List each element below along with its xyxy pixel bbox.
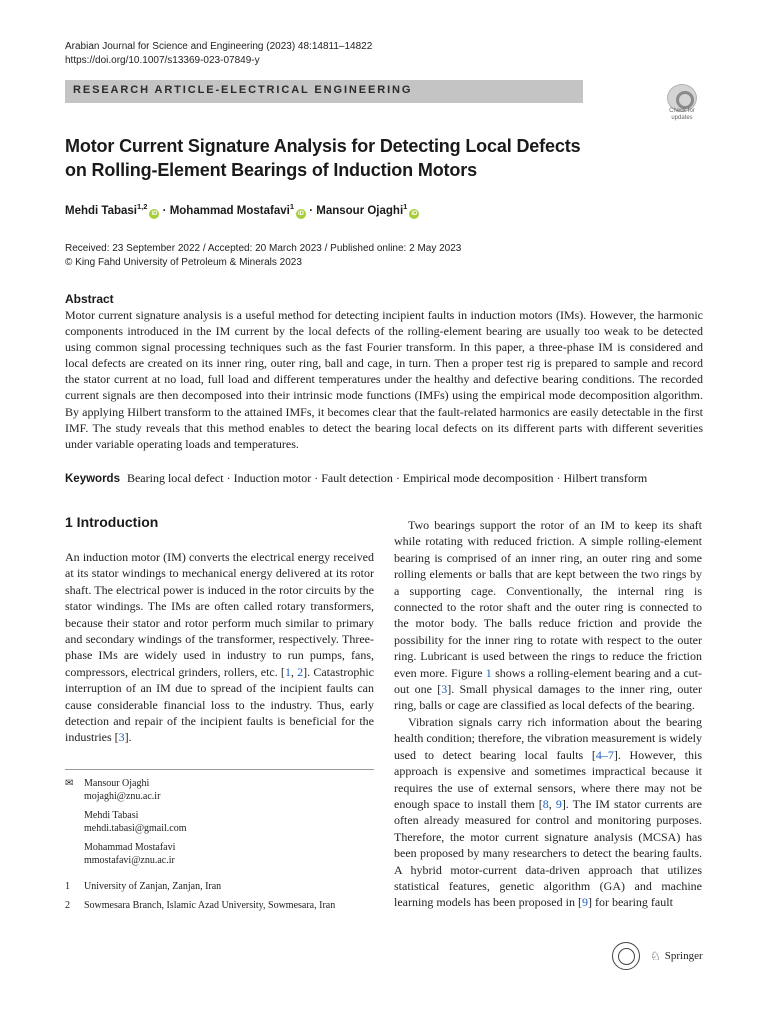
footnotes [65,777,374,912]
publication-dates [65,242,461,270]
body-left-column [65,549,374,746]
citation-link[interactable]: 3 [118,730,125,745]
contact-name: Mansour Ojaghi [84,778,150,789]
abstract-text: Motor current signature analysis is a useful method for detecting incipient faults in induction motors (IMs). However, the harmonic components introduced in the IM current by the local defects of the rolling-element bearing are usually too weak to be detected using common signal processing techniques such as the fast Fourier transform. In this paper, a three-phase IM is considered and local defects are created on its inner ring, outer ring, ball and cage, in turn. Then a proper test rig is prepared to sample and record the stator current at no load, full load and different temperatures under the healthy and defective bearing conditions. The recorded current signals are then decomposed into their intrinsic mode functions (IMFs) using the empirical mode decomposition algorithm. By applying Hilbert transform to the attained IMFs, it becomes clear that the fault-related harmonics are easily detectable in the first IMF. The study reveals that this method enables to detect the bearing local defects on its different parts with different severities under variable operating loads and temperatures. [65,308,703,451]
citation-link[interactable]: 4–7 [595,747,614,762]
author-name: Mehdi Tabasi [65,204,137,217]
orcid-icon[interactable]: iD [411,210,418,217]
citation-link[interactable]: 1 [284,664,291,679]
paper-title [65,134,585,182]
journal-citation-block [65,40,372,68]
orcid-icon[interactable]: iD [298,210,304,217]
contact-name: Mehdi Tabasi [84,810,139,821]
paragraph: Two bearings support the rotor of an IM to keep its shaft while rotating with reduced friction. A simple rolling-element bearing is comprised of an inner ring, an outer ring and some rolling elements or balls that are kept between the two rings by a supporting cage. Conventionally, the internal ring is connected to the rotor shaft and the outer ring is connected to the motor body. The balls reduce friction and provide the possibility for the inner ring to rotate with respect to the outer ring. Lubricant is used between the rings to reduce the friction even more. Figure 1 shows a rolling-element bearing and a cut-out one [3]. Small physical damages to the inner ring, outer ring, balls or cage are classified as local defects of the bearing. [394,518,702,713]
section-heading: 1 Introduction [65,514,159,530]
citation-link[interactable]: 2 [297,664,304,679]
keywords-label: Keywords [65,473,120,485]
publisher-logo [612,942,703,972]
contact-name: Mohammad Mostafavi [84,842,176,853]
citation-link[interactable]: 9 [555,796,562,811]
contact-email[interactable]: mehdi.tabasi@gmail.com [84,823,187,834]
paper-title-line2: on Rolling-Element Bearings of Induction Motors [65,160,477,180]
contact-email[interactable]: mojaghi@znu.ac.ir [84,791,161,802]
contact-email[interactable]: mmostafavi@znu.ac.ir [84,855,175,866]
history-dates: Received: 23 September 2022 / Accepted: 20 March 2023 / Published online: 2 May 2023 [65,243,462,254]
orcid-icon[interactable]: iD [151,210,158,217]
keywords [65,470,647,487]
author-list [65,202,419,219]
affiliation-1 [65,880,374,893]
seal-icon [612,942,640,970]
affiliation-2 [65,899,374,912]
body-right-column [394,517,702,911]
article-category-bar [65,80,583,103]
author-affiliation: 1,2 [137,202,148,211]
keywords-list: Bearing local defect · Induction motor · Fault detection · Empirical mode decomposition · Hilbert transform [126,471,648,485]
author-separator: · [309,204,314,217]
article-category: RESEARCH ARTICLE-ELECTRICAL ENGINEERING [73,84,413,96]
author-affiliation: 1 [289,202,294,211]
crossmark-label-line2: updates [671,115,693,121]
paper-title-line1: Motor Current Signature Analysis for Detecting Local Defects [65,136,581,156]
figure-link[interactable]: 1 [485,665,492,680]
doi-link[interactable]: https://doi.org/10.1007/s13369-023-07849-y [65,55,260,66]
corresponding-author [65,777,374,867]
envelope-icon: ✉ [65,778,74,789]
author-name: Mohammad Mostafavi [169,204,290,217]
footnote-divider [65,769,374,770]
crossmark-label-line1: Check for [669,108,695,114]
citation-link[interactable]: 3 [441,682,448,697]
affiliation-text: Sowmesara Branch, Islamic Azad University, Sowmesara, Iran [84,900,336,911]
author-separator: · [162,204,167,217]
abstract-heading: Abstract [65,292,114,306]
author-affiliation: 1 [403,202,408,211]
copyright-line: © King Fahd University of Petroleum & Minerals 2023 [65,257,302,268]
author-name: Mansour Ojaghi [316,204,404,217]
paragraph: Vibration signals carry rich information about the bearing health condition; therefore, the vibration measurement is widely used to detect bearing local faults [4–7]. However, this approach is expensive and sometimes impractical because it requires the use of external sensors, where there may not be enough space to install them [8, 9]. The IM stator currents are often already measured for control and monitoring purposes. Therefore, the motor current signature analysis (MCSA) has been proposed by many researchers to detect the bearing faults. A hybrid motor-current data-driven approach that utilizes statistical features, genetic algorithm (GA) and machine learning models has been proposed in [9] for bearing fault [394,714,703,910]
springer-horse-icon: ♘ [650,948,661,963]
affiliation-number: 1 [65,881,70,892]
paragraph: An induction motor (IM) converts the electrical energy received at its stator windings to mechanical energy delivered at its rotor shaft. The electrical power is induced in the rotor circuits by the stator windings. The IMs are often called rotary transformers, because their stator and rotor perform much similar to primary and secondary windings of the transformer, respectively. Three-phase IMs are widely used in industry to run pumps, fans, compressors, electrical grinders, rollers, etc. [1, 2]. Catastrophic interruption of an IM due to spread of the incipient faults can cause considerable financial loss to the industry. Thus, early detection and repair of the incipient faults is beneficial for the industries [3]. [65,550,374,745]
check-for-updates-badge[interactable] [662,84,702,124]
publisher-name: Springer [664,950,703,962]
journal-citation: Arabian Journal for Science and Engineering (2023) 48:14811–14822 [65,41,373,52]
citation-link[interactable]: 8 [542,796,549,811]
affiliation-text: University of Zanjan, Zanjan, Iran [84,881,222,892]
affiliation-number: 2 [65,900,70,911]
citation-link[interactable]: 9 [581,895,588,910]
